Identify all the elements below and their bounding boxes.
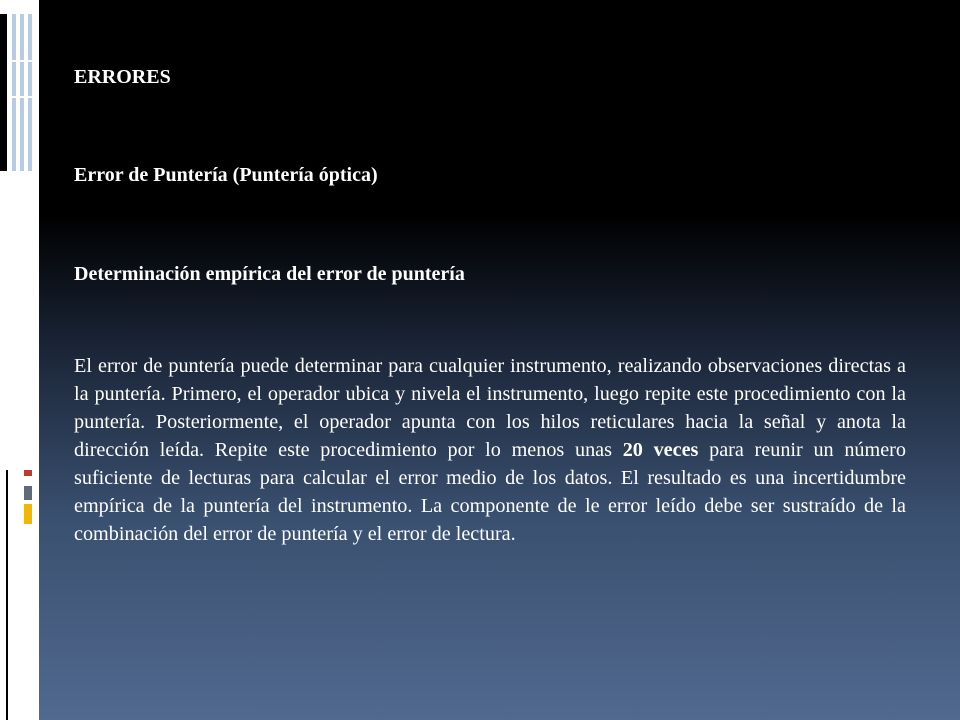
accent-yellow-square (24, 504, 32, 524)
decorative-stripes-top (0, 14, 34, 171)
decorative-squares-bottom (0, 470, 39, 720)
accent-stripe (28, 14, 32, 171)
accent-divider (12, 96, 34, 98)
accent-red-square (24, 470, 32, 476)
accent-divider (12, 60, 34, 62)
paragraph-text: El error de puntería puede determinar para cualquier instrumento, realizando observaciones directas a la puntería. Primero, el operador ubica y nivela el instrumento, luego repite este procedimiento con la puntería. Posteriormente, el operador apunta con los hilos reticulares hacia la señal y anota la dirección leída. Repite este procedimiento por lo menos unas (74, 355, 906, 461)
section-heading: Error de Puntería (Puntería óptica) (74, 164, 378, 186)
subsection-heading: Determinación empírica del error de puntería (74, 263, 465, 285)
paragraph-emphasis: 20 veces (622, 439, 699, 461)
accent-gray-square (24, 486, 32, 500)
paragraph-text: para reunir un número suficiente de lecturas para calcular el error medio de los datos. El resultado es una incertidumbre empírica de la puntería del instrumento. La componente de le error leído debe ser sustraído de la combinación del error de puntería y el error de lectura. (74, 439, 906, 545)
slide-canvas (39, 0, 960, 720)
accent-stripe (12, 14, 16, 171)
accent-stripe (20, 14, 24, 171)
slide-title: ERRORES (74, 66, 171, 88)
accent-black-bar (0, 14, 7, 171)
body-paragraph (74, 352, 906, 548)
accent-vertical-line (6, 470, 8, 720)
